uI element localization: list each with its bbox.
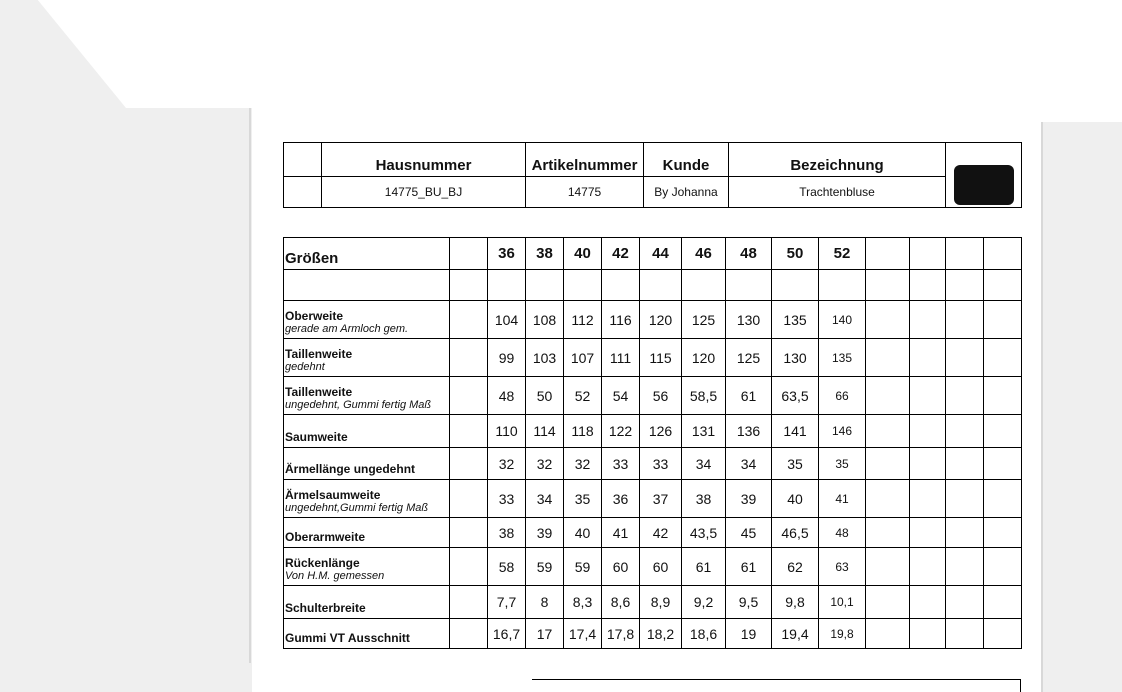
measure-value: 37 <box>640 480 682 518</box>
empty-cell <box>984 586 1022 619</box>
measure-name: Oberweite <box>285 309 344 323</box>
measure-value: 48 <box>819 518 866 548</box>
empty-cell <box>910 548 946 586</box>
empty-cell <box>946 586 984 619</box>
empty-cell <box>450 480 488 518</box>
measure-value: 135 <box>772 301 819 339</box>
measure-value: 18,2 <box>640 619 682 649</box>
measure-value: 63 <box>819 548 866 586</box>
hausnummer-value: 14775_BU_BJ <box>322 177 526 208</box>
measure-value: 54 <box>602 377 640 415</box>
table-row <box>284 548 1022 586</box>
measure-value: 141 <box>772 415 819 448</box>
empty-cell <box>866 518 910 548</box>
measure-value: 122 <box>602 415 640 448</box>
measure-value: 16,7 <box>488 619 526 649</box>
measure-value: 120 <box>682 339 726 377</box>
measure-note: ungedehnt, Gummi fertig Maß <box>285 399 432 411</box>
empty-cell <box>984 548 1022 586</box>
measure-value: 60 <box>640 548 682 586</box>
empty-cell <box>640 270 682 301</box>
empty-cell <box>488 270 526 301</box>
empty-cell <box>946 480 984 518</box>
measure-value: 9,2 <box>682 586 726 619</box>
measure-value: 38 <box>488 518 526 548</box>
empty-cell <box>984 619 1022 649</box>
empty-cell <box>910 415 946 448</box>
measure-value: 114 <box>526 415 564 448</box>
size-header: 42 <box>602 238 640 270</box>
empty-cell <box>984 518 1022 548</box>
measure-value: 50 <box>526 377 564 415</box>
size-header: 52 <box>819 238 866 270</box>
measure-value: 120 <box>640 301 682 339</box>
empty-cell <box>866 270 910 301</box>
measure-value: 103 <box>526 339 564 377</box>
measure-value: 130 <box>772 339 819 377</box>
sizes-label: Größen <box>284 238 450 270</box>
empty-cell <box>946 301 984 339</box>
empty-cell <box>866 301 910 339</box>
empty-cell <box>450 548 488 586</box>
empty-cell <box>284 177 322 208</box>
empty-cell <box>450 238 488 270</box>
value-row <box>284 177 1022 208</box>
measure-value: 126 <box>640 415 682 448</box>
measure-label <box>284 480 450 518</box>
measure-value: 46,5 <box>772 518 819 548</box>
empty-cell <box>682 270 726 301</box>
measure-value: 108 <box>526 301 564 339</box>
measure-value: 35 <box>564 480 602 518</box>
measure-value: 110 <box>488 415 526 448</box>
empty-cell <box>984 270 1022 301</box>
empty-cell <box>602 270 640 301</box>
empty-cell <box>866 548 910 586</box>
empty-cell <box>450 586 488 619</box>
table-row <box>284 480 1022 518</box>
empty-cell <box>866 238 910 270</box>
size-header: 40 <box>564 238 602 270</box>
measure-value: 62 <box>772 548 819 586</box>
table-row <box>284 619 1022 649</box>
measure-value: 59 <box>526 548 564 586</box>
measure-value: 18,6 <box>682 619 726 649</box>
table-row <box>284 415 1022 448</box>
background-left <box>0 0 252 692</box>
size-header: 50 <box>772 238 819 270</box>
kunde-value: By Johanna <box>644 177 729 208</box>
empty-cell <box>450 301 488 339</box>
logo-scribble <box>946 143 1022 208</box>
measure-value: 19,8 <box>819 619 866 649</box>
measure-value: 39 <box>726 480 772 518</box>
empty-cell <box>910 301 946 339</box>
measure-value: 40 <box>772 480 819 518</box>
measure-label <box>284 586 450 619</box>
measure-value: 7,7 <box>488 586 526 619</box>
measure-value: 19 <box>726 619 772 649</box>
lower-table-border <box>532 679 1021 680</box>
measure-value: 17,8 <box>602 619 640 649</box>
page-edge-left <box>249 108 251 663</box>
measure-name: Taillenweite <box>285 347 353 361</box>
measure-value: 118 <box>564 415 602 448</box>
empty-cell <box>946 238 984 270</box>
empty-cell <box>866 480 910 518</box>
measure-value: 41 <box>602 518 640 548</box>
measure-value: 135 <box>819 339 866 377</box>
measure-label <box>284 339 450 377</box>
empty-cell <box>526 270 564 301</box>
empty-cell <box>772 270 819 301</box>
measure-label <box>284 518 450 548</box>
measure-value: 130 <box>726 301 772 339</box>
measure-value: 33 <box>640 448 682 480</box>
col-artikelnummer: Artikelnummer <box>526 143 644 177</box>
measure-value: 17,4 <box>564 619 602 649</box>
measure-value: 8,6 <box>602 586 640 619</box>
blank-row <box>284 270 1022 301</box>
measure-label <box>284 415 450 448</box>
measure-name: Oberarmweite <box>285 530 366 544</box>
measure-name: Ärmelsaumweite <box>285 488 381 502</box>
measure-value: 63,5 <box>772 377 819 415</box>
empty-cell <box>450 339 488 377</box>
measure-value: 34 <box>526 480 564 518</box>
header-table <box>283 142 1022 208</box>
empty-cell <box>866 339 910 377</box>
measure-value: 39 <box>526 518 564 548</box>
measure-name: Schulterbreite <box>285 601 366 615</box>
empty-cell <box>946 548 984 586</box>
measure-name: Gummi VT Ausschnitt <box>285 631 410 645</box>
measure-value: 42 <box>640 518 682 548</box>
empty-cell <box>984 238 1022 270</box>
measure-value: 8,9 <box>640 586 682 619</box>
measure-value: 34 <box>726 448 772 480</box>
measure-value: 107 <box>564 339 602 377</box>
measure-value: 58 <box>488 548 526 586</box>
measure-value: 104 <box>488 301 526 339</box>
empty-cell <box>726 270 772 301</box>
measure-value: 52 <box>564 377 602 415</box>
measure-value: 131 <box>682 415 726 448</box>
measure-value: 66 <box>819 377 866 415</box>
empty-cell <box>910 270 946 301</box>
measure-value: 125 <box>726 339 772 377</box>
empty-cell <box>946 619 984 649</box>
measure-label <box>284 377 450 415</box>
empty-cell <box>946 415 984 448</box>
empty-cell <box>984 415 1022 448</box>
empty-cell <box>450 518 488 548</box>
measure-value: 33 <box>488 480 526 518</box>
table-row <box>284 301 1022 339</box>
measure-value: 35 <box>819 448 866 480</box>
artikelnummer-value: 14775 <box>526 177 644 208</box>
measure-note: Von H.M. gemessen <box>285 570 385 582</box>
measure-value: 9,8 <box>772 586 819 619</box>
bezeichnung-value: Trachtenbluse <box>729 177 946 208</box>
empty-cell <box>946 518 984 548</box>
size-header: 44 <box>640 238 682 270</box>
empty-cell <box>984 480 1022 518</box>
measure-note: ungedehnt,Gummi fertig Maß <box>285 502 429 514</box>
empty-cell <box>984 448 1022 480</box>
measure-label <box>284 448 450 480</box>
measure-value: 45 <box>726 518 772 548</box>
measurement-table <box>283 237 1022 649</box>
size-header: 48 <box>726 238 772 270</box>
empty-cell <box>946 377 984 415</box>
measure-note: gerade am Armloch gem. <box>285 323 409 335</box>
measure-value: 32 <box>526 448 564 480</box>
measure-value: 61 <box>726 548 772 586</box>
sizes-row <box>284 238 1022 270</box>
measure-value: 36 <box>602 480 640 518</box>
empty-cell <box>910 238 946 270</box>
measure-value: 8,3 <box>564 586 602 619</box>
header-row <box>284 143 1022 177</box>
empty-cell <box>866 415 910 448</box>
page-edge-right <box>1041 122 1043 692</box>
empty-cell <box>450 415 488 448</box>
empty-cell <box>984 339 1022 377</box>
measure-label <box>284 548 450 586</box>
background-right <box>1042 122 1122 692</box>
measure-value: 61 <box>682 548 726 586</box>
measure-name: Ärmellänge ungedehnt <box>285 462 416 476</box>
lower-table-border <box>1020 679 1021 692</box>
table-row <box>284 518 1022 548</box>
measure-value: 38 <box>682 480 726 518</box>
measure-value: 60 <box>602 548 640 586</box>
measure-value: 32 <box>488 448 526 480</box>
measure-value: 59 <box>564 548 602 586</box>
measure-value: 116 <box>602 301 640 339</box>
empty-cell <box>866 377 910 415</box>
measure-name: Rückenlänge <box>285 556 360 570</box>
measure-value: 40 <box>564 518 602 548</box>
table-row <box>284 448 1022 480</box>
measure-value: 125 <box>682 301 726 339</box>
measure-note: gedehnt <box>285 361 325 373</box>
measure-value: 61 <box>726 377 772 415</box>
table-row <box>284 586 1022 619</box>
empty-cell <box>450 448 488 480</box>
table-row <box>284 339 1022 377</box>
measure-value: 9,5 <box>726 586 772 619</box>
empty-cell <box>866 586 910 619</box>
measure-value: 34 <box>682 448 726 480</box>
measure-value: 10,1 <box>819 586 866 619</box>
measure-value: 111 <box>602 339 640 377</box>
empty-cell <box>984 377 1022 415</box>
empty-cell <box>910 586 946 619</box>
empty-cell <box>450 377 488 415</box>
measure-value: 48 <box>488 377 526 415</box>
col-bezeichnung: Bezeichnung <box>729 143 946 177</box>
measure-value: 99 <box>488 339 526 377</box>
measure-value: 17 <box>526 619 564 649</box>
empty-cell <box>819 270 866 301</box>
empty-cell <box>564 270 602 301</box>
measure-value: 35 <box>772 448 819 480</box>
empty-cell <box>910 339 946 377</box>
empty-cell <box>910 377 946 415</box>
measure-value: 115 <box>640 339 682 377</box>
measure-value: 140 <box>819 301 866 339</box>
empty-cell <box>450 619 488 649</box>
empty-cell <box>984 301 1022 339</box>
empty-cell <box>946 270 984 301</box>
col-kunde: Kunde <box>644 143 729 177</box>
empty-cell <box>946 448 984 480</box>
measure-value: 19,4 <box>772 619 819 649</box>
col-hausnummer: Hausnummer <box>322 143 526 177</box>
measure-label <box>284 619 450 649</box>
empty-cell <box>910 480 946 518</box>
measure-value: 33 <box>602 448 640 480</box>
empty-cell <box>910 518 946 548</box>
empty-cell <box>866 448 910 480</box>
measure-value: 56 <box>640 377 682 415</box>
measure-value: 58,5 <box>682 377 726 415</box>
empty-cell <box>910 619 946 649</box>
measure-value: 112 <box>564 301 602 339</box>
measure-value: 136 <box>726 415 772 448</box>
empty-cell <box>450 270 488 301</box>
measure-value: 8 <box>526 586 564 619</box>
empty-cell <box>946 339 984 377</box>
measure-value: 43,5 <box>682 518 726 548</box>
empty-cell <box>910 448 946 480</box>
measure-name: Saumweite <box>285 430 348 444</box>
measure-label <box>284 301 450 339</box>
measure-value: 32 <box>564 448 602 480</box>
measure-value: 146 <box>819 415 866 448</box>
measure-value: 41 <box>819 480 866 518</box>
size-header: 38 <box>526 238 564 270</box>
size-header: 36 <box>488 238 526 270</box>
empty-cell <box>284 143 322 177</box>
table-row <box>284 377 1022 415</box>
empty-cell <box>284 270 450 301</box>
size-header: 46 <box>682 238 726 270</box>
empty-cell <box>866 619 910 649</box>
measure-name: Taillenweite <box>285 385 353 399</box>
